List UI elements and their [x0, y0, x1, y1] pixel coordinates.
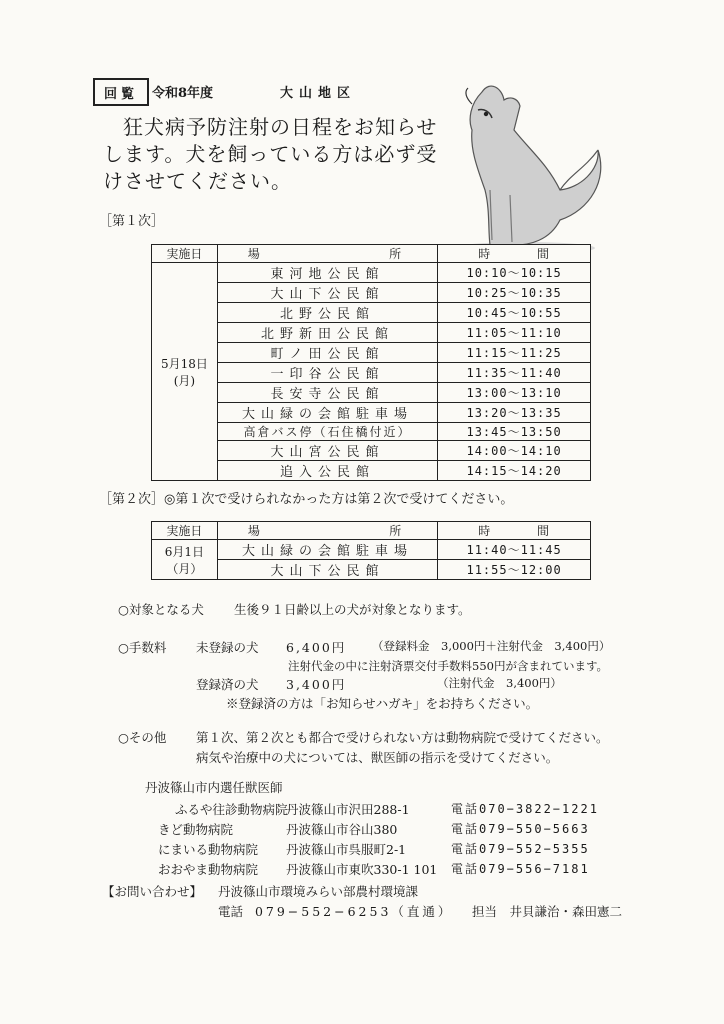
contact-phone-line — [218, 902, 453, 920]
table-row — [152, 560, 591, 580]
header-time — [438, 245, 591, 263]
round2-label-line — [99, 488, 513, 507]
vet-address: 丹波篠山市呉服町2-1 — [286, 842, 407, 857]
place-cell: 町ノ田公民館 — [217, 343, 437, 363]
header-time-1: 時 — [478, 524, 492, 538]
contact-department: 丹波篠山市環境みらい部農村環境課 — [218, 884, 419, 899]
place-cell: 高倉バス停（石住橋付近） — [217, 423, 437, 441]
header-time-2: 間 — [536, 524, 550, 538]
unreg-note: 注射代金の中に注射済票交付手数料550円が含まれています。 — [288, 659, 609, 673]
header-time-1: 時 — [478, 247, 492, 261]
vet-name: きど動物病院 — [158, 822, 234, 837]
place-cell: 大山宮公民館 — [217, 441, 437, 461]
table-row — [152, 403, 591, 423]
time-cell: 13:20〜13:35 — [438, 403, 591, 423]
vet-phone: 電話079−556−7181 — [451, 862, 590, 876]
header-time-2: 間 — [536, 247, 550, 261]
time-cell: 11:40〜11:45 — [438, 540, 591, 560]
header-date: 実施日 — [152, 522, 218, 540]
target-text: 生後９１日齢以上の犬が対象となります。 — [234, 602, 471, 617]
header-place — [217, 245, 437, 263]
intro-text: 狂犬病予防注射の日程をお知らせします。犬を飼っている方は必ず受けさせてください。 — [103, 115, 438, 193]
table-row — [152, 441, 591, 461]
round1-schedule-table — [151, 244, 591, 481]
vet-name: ふるや往診動物病院 — [175, 802, 288, 817]
place-cell: 東河地公民館 — [217, 263, 437, 283]
fiscal-year: 令和8年度 — [152, 86, 214, 101]
place-cell: 大山緑の会館駐車場 — [217, 540, 437, 560]
time-cell: 10:10〜10:15 — [438, 263, 591, 283]
vet-address: 丹波篠山市沢田288-1 — [286, 802, 410, 817]
table-row — [152, 323, 591, 343]
round1-label: ［第１次］ — [99, 214, 165, 229]
vet-name: にまいる動物病院 — [158, 842, 259, 857]
round1-date-cell — [152, 263, 218, 481]
round1-date: 5月18日 — [160, 356, 208, 371]
header-place-1: 場 — [247, 247, 266, 261]
unreg-detail: （登録料金 3,000円＋注射代金 3,400円） — [372, 639, 611, 653]
vet-phone: 電話079−550−5663 — [451, 822, 590, 836]
reg-amount: 3,400円 — [286, 677, 347, 692]
other-text-1: 第１次、第２次とも都合で受けられない方は動物病院で受けてください。 — [196, 730, 609, 745]
vets-title: 丹波篠山市内選任獣医師 — [145, 780, 283, 795]
dog-illustration — [430, 70, 610, 260]
vet-address: 丹波篠山市谷山380 — [286, 822, 398, 837]
district-name: 大山地区 — [280, 86, 357, 101]
other-label: ○その他 — [118, 730, 167, 745]
time-cell: 14:15〜14:20 — [438, 461, 591, 481]
vet-name: おおやま動物病院 — [158, 862, 259, 877]
unreg-label: 未登録の犬 — [196, 640, 259, 655]
time-cell: 11:05〜11:10 — [438, 323, 591, 343]
target-label: ○対象となる犬 — [118, 602, 204, 617]
place-cell: 大山緑の会館駐車場 — [217, 403, 437, 423]
fee-label: ○手数料 — [118, 640, 167, 655]
vet-address: 丹波篠山市東吹330-1 101 — [286, 862, 438, 877]
time-cell: 11:15〜11:25 — [438, 343, 591, 363]
round2-label: ［第２次］ — [99, 492, 165, 507]
time-cell: 13:45〜13:50 — [438, 423, 591, 441]
contact-label: 【お問い合わせ】 — [102, 884, 203, 899]
table-row — [152, 303, 591, 323]
reg-label: 登録済の犬 — [196, 677, 259, 692]
header-place-2: 所 — [389, 524, 408, 538]
place-cell: 北野新田公民館 — [217, 323, 437, 343]
header-time — [438, 522, 591, 540]
place-cell: 大山下公民館 — [217, 560, 437, 580]
table-row — [152, 263, 591, 283]
table-row — [152, 540, 591, 560]
reg-detail: （注射代金 3,400円） — [437, 676, 562, 690]
table-row — [152, 383, 591, 403]
time-cell: 10:25〜10:35 — [438, 283, 591, 303]
contact-tel-number: 079−552−6253（直通） — [254, 904, 454, 919]
header-place-2: 所 — [389, 247, 408, 261]
table-row — [152, 423, 591, 441]
header-place-1: 場 — [247, 524, 266, 538]
round1-weekday: (月) — [173, 373, 196, 388]
time-cell: 10:45〜10:55 — [438, 303, 591, 323]
place-cell: 追入公民館 — [217, 461, 437, 481]
time-cell: 11:35〜11:40 — [438, 363, 591, 383]
reg-note: ※登録済の方は「お知らせハガキ」をお持ちください。 — [226, 696, 539, 711]
header-place — [217, 522, 437, 540]
time-cell: 14:00〜14:10 — [438, 441, 591, 461]
place-cell: 一印谷公民館 — [217, 363, 437, 383]
contact-tel-label: 電話 — [218, 904, 244, 919]
table-header-row — [152, 522, 591, 540]
round2-note: ◎第１次で受けられなかった方は第２次で受けてください。 — [164, 492, 514, 507]
table-row — [152, 363, 591, 383]
place-cell: 大山下公民館 — [217, 283, 437, 303]
round2-schedule-table — [151, 521, 591, 580]
table-header-row — [152, 245, 591, 263]
place-cell: 長安寺公民館 — [217, 383, 437, 403]
vet-phone: 電話070−3822−1221 — [451, 802, 599, 816]
table-row — [152, 283, 591, 303]
time-cell: 11:55〜12:00 — [438, 560, 591, 580]
kairan-box: 回覧 — [93, 78, 149, 106]
unreg-amount: 6,400円 — [286, 640, 347, 655]
table-row — [152, 343, 591, 363]
table-row — [152, 461, 591, 481]
other-text-2: 病気や治療中の犬については、獣医師の指示を受けてください。 — [196, 750, 559, 765]
contact-staff: 担当 井貝謙治・森田憲二 — [472, 904, 623, 919]
time-cell: 13:00〜13:10 — [438, 383, 591, 403]
header-date: 実施日 — [152, 245, 218, 263]
round2-date: 6月1日（月） — [152, 540, 218, 580]
place-cell: 北野公民館 — [217, 303, 437, 323]
vet-phone: 電話079−552−5355 — [451, 842, 590, 856]
